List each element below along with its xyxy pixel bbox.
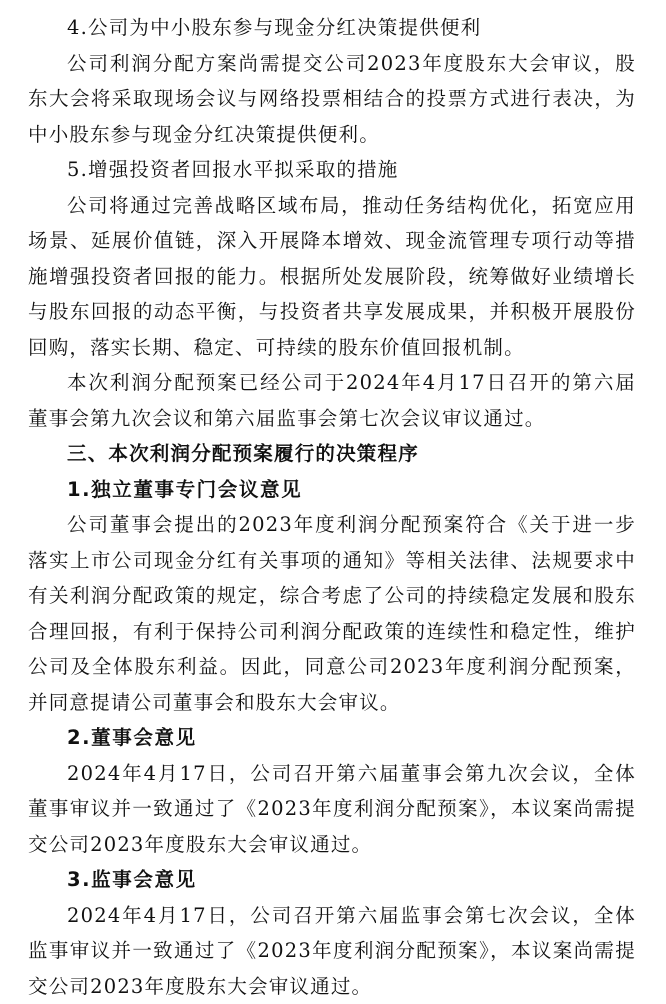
paragraph-shareholder-meeting: 公司利润分配方案尚需提交公司2023年度股东大会审议，股东大会将采取现场会议与网络投票相结合的投票方式进行表决，为中小股东参与现金分红决策提供便利。: [28, 46, 636, 153]
heading-independent-director-opinion: 1.独立董事专门会议意见: [28, 472, 636, 508]
paragraph-investor-return-measures: 公司将通过完善战略区域布局，推动任务结构优化，拓宽应用场景、延展价值链，深入开展降本增效、现金流管理专项行动等措施增强投资者回报的能力。根据所处发展阶段，统筹做好业绩增长与股东回报的动态平衡，与投资者共享发展成果，并积极开展股份回购，落实长期、稳定、可持续的股东价值回报机制。: [28, 188, 636, 366]
paragraph-independent-director-opinion: 公司董事会提出的2023年度利润分配预案符合《关于进一步落实上市公司现金分红有关事项的通知》等相关法律、法规要求中有关利润分配政策的规定，综合考虑了公司的持续稳定发展和股东合理回报，有利于保持公司利润分配政策的连续性和稳定性，维护公司及全体股东利益。因此，同意公司2023年度利润分配预案，并同意提请公司董事会和股东大会审议。: [28, 507, 636, 720]
heading-supervisory-opinion: 3.监事会意见: [28, 862, 636, 898]
paragraph-board-approval: 本次利润分配预案已经公司于2024年4月17日召开的第六届董事会第九次会议和第六届监事会第七次会议审议通过。: [28, 365, 636, 436]
subheading-cash-dividend-convenience: 4.公司为中小股东参与现金分红决策提供便利: [28, 10, 636, 46]
heading-decision-procedure: 三、本次利润分配预案履行的决策程序: [28, 436, 636, 472]
paragraph-board-opinion: 2024年4月17日，公司召开第六届董事会第九次会议，全体董事审议并一致通过了《2023年度利润分配预案》，本议案尚需提交公司2023年度股东大会审议通过。: [28, 756, 636, 863]
heading-board-opinion: 2.董事会意见: [28, 720, 636, 756]
subheading-investor-return-measures: 5.增强投资者回报水平拟采取的措施: [28, 152, 636, 188]
paragraph-supervisory-opinion: 2024年4月17日，公司召开第六届监事会第七次会议，全体监事审议并一致通过了《2023年度利润分配预案》，本议案尚需提交公司2023年度股东大会审议通过。: [28, 898, 636, 1004]
